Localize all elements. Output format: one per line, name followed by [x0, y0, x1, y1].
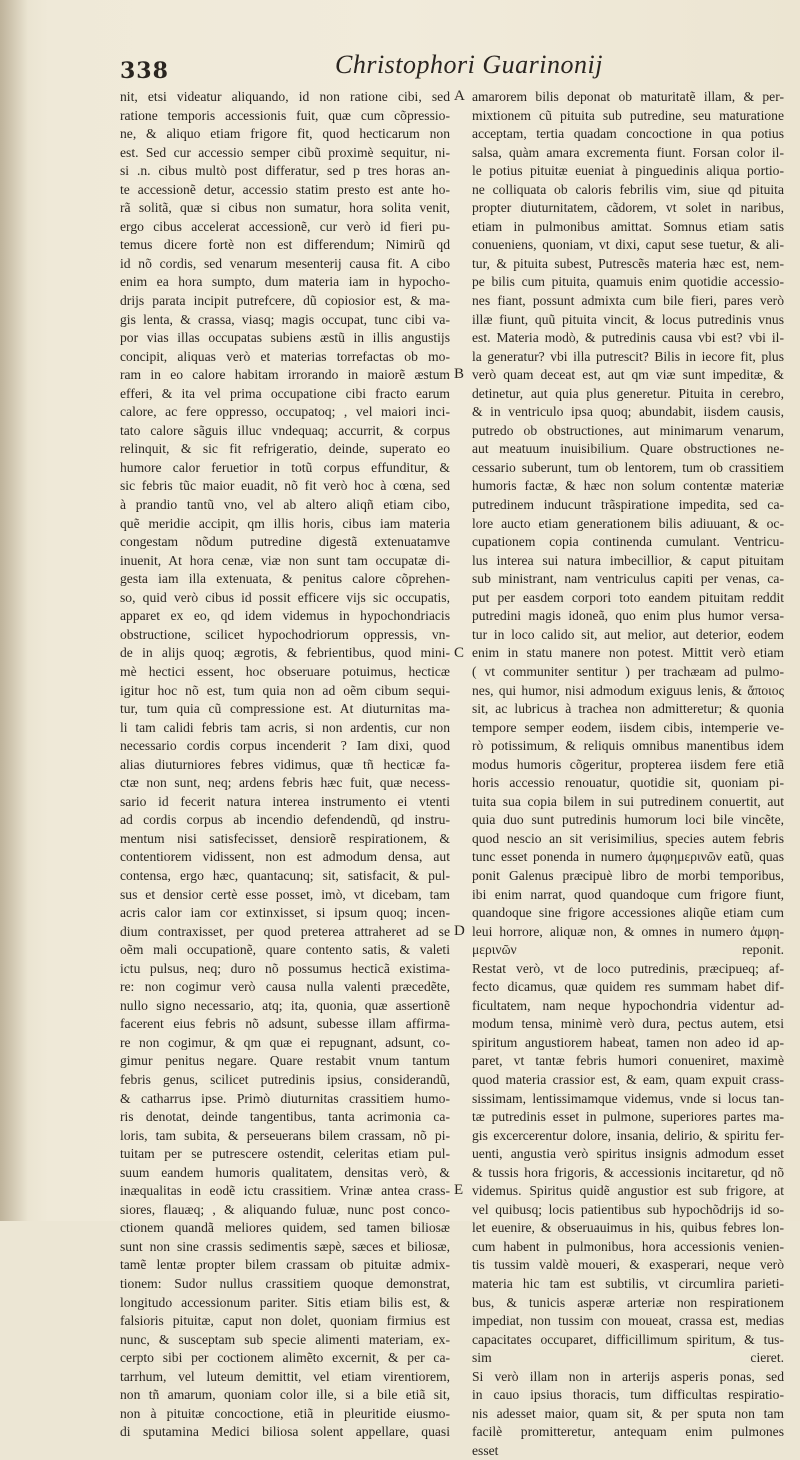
text-line: spiritum angustiorem habeat, tamen non adeo id ap-: [472, 1034, 784, 1050]
text-line: humoris factæ, & hæc non solum contentæ materiæ: [472, 478, 784, 494]
text-line: nes, qui humor, nisi admodum exiguus lenis, & ἄποιος: [472, 682, 784, 698]
text-line: Si verò illam non in arterijs asperis ponas, sed: [472, 1368, 784, 1384]
text-line: tionem: Sudor nullus crassitiem quoque demonstrat,: [120, 1276, 450, 1291]
text-line: Restat verò, vt de loco putredinis, præcipueq; af-: [472, 960, 784, 976]
page-number: 338: [120, 58, 169, 84]
text-line: rã solitã, quæ si cibus non sumatur, hora solita venit,: [120, 200, 450, 216]
text-line: nit, etsi videatur aliquando, id non ratione cibi, sed: [120, 89, 450, 104]
text-line: tamẽ lentæ propter bilem crassam ob pituitæ admix-: [120, 1257, 450, 1273]
gutter-shadow: [0, 0, 28, 1221]
text-line: etiam in pulmonibus amittat. Somnus etiam satis: [472, 218, 784, 234]
text-line: in cauo ipsius thoracis, tum difficultas respiratio-: [472, 1387, 784, 1403]
text-line: aut meatuum inuisibilium. Quare obstructiones ne-: [472, 441, 784, 457]
text-line: μερινῶν reponit.: [472, 942, 784, 958]
text-line: de in alijs quoq; ægrotis, & febrientibus, quod mini-: [120, 645, 450, 661]
text-line: concipit, aliquas verò et materias torrefactas ob mo-: [120, 348, 450, 364]
text-line: sub ministrant, nam ventriculus capiti per venas, ca-: [472, 571, 784, 587]
text-line: re: non cogimur verò causa nulla valenti præcedẽte,: [120, 979, 450, 995]
text-line: leui horrore, aliquæ non, & omnes in numero ἀμφη-: [472, 923, 784, 939]
running-head: Christophori Guarinonij: [335, 50, 603, 79]
text-line: ris denotat, deinde tangentibus, tanta acrimonia ca-: [120, 1109, 450, 1125]
text-line: falsioris pituitæ, caput non dolet, quoniam firmius est: [120, 1313, 450, 1329]
text-line: tur, tum quia cũ compressione est. At diuturnitas ma-: [120, 701, 450, 717]
text-line: li tam calidi febris tam acris, si non ardentis, cur non: [120, 719, 450, 735]
text-line: le potius pituitæ eueniat à pinguedinis aliqua portio-: [472, 163, 784, 179]
text-line: rò potissimum, & reliquis omnibus manentibus idem: [472, 738, 784, 754]
text-line: conueniens, quoniam, vt dixi, caput sese tuetur, & ali-: [472, 237, 784, 253]
text-line: cupationem copia continenda cumulant. Ventricu-: [472, 534, 784, 550]
text-line: nis adesset maior, quam sit, & per sputa non tam: [472, 1405, 784, 1421]
text-line: ram in eo calore habitam irrorando in maiorẽ æstum: [120, 367, 450, 383]
text-line: propter diuturnitatem, cãdorem, vt solet in naribus,: [472, 200, 784, 216]
text-line: sario id fecerit natura interea instrumento ei vtenti: [120, 793, 450, 809]
left-text-column: [120, 88, 450, 1440]
text-line: videmus. Spiritus quidẽ angustior est sub frigore, at: [472, 1183, 784, 1199]
text-line: longitudo accessionum pariter. Sitis etiam bilis est, &: [120, 1294, 450, 1310]
text-line: te accessionẽ detur, accessio statim presto est ante ho-: [120, 181, 450, 197]
text-line: gesta iam illa extenuata, & penitus calore cõprehen-: [120, 571, 450, 587]
text-line: uenti, angustia verò spiritus insignis admodum esset: [472, 1146, 784, 1162]
margin-section-letters: [452, 88, 472, 1213]
text-line: relinquit, & sic fit refrigeratio, deinde, superato eo: [120, 441, 450, 457]
text-line: cum habent in pulmonibus, hora accessionis venien-: [472, 1238, 784, 1254]
text-line: loris, tam subita, & perseuerans bilem crassam, nõ pi-: [120, 1127, 450, 1143]
text-line: congestam nõdum putredine digestã extenuatamve: [120, 534, 450, 550]
text-line: ficultatem, nam neque hypochondria videntur ad-: [472, 997, 784, 1013]
text-line: acris calor iam cor extinxisset, si ipsum quoq; incen-: [120, 905, 450, 921]
text-line: sissimam, lentissimamque videmus, vnde si locus tan-: [472, 1090, 784, 1106]
text-line: ad cordis corpus ab incendio defendendũ, qd instru-: [120, 812, 450, 828]
text-line: putredinem inducunt trãspiratione impedita, sed ca-: [472, 497, 784, 513]
text-line: drijs parata incipit putrefcere, dũ copiosior est, & ma-: [120, 293, 450, 309]
text-line: put per easdem corpori toto eandem pituitam reddit: [472, 589, 784, 605]
text-line: modus humoris cõgeritur, propterea iisdem fere etiã: [472, 756, 784, 772]
text-line: quod materia crassior est, & eam, quam expuit crass-: [472, 1071, 784, 1087]
text-line: suum eandem humoris qualitatem, densitas verò, &: [120, 1164, 450, 1180]
text-line: verò quam deceat est, aut qm viæ sunt impeditæ, &: [472, 367, 784, 383]
text-line: ne, & aliquo etiam frigore fit, quod hecticarum non: [120, 126, 450, 142]
text-line: la generatur? vbi illa putrescit? Bilis in iecore fit, plus: [472, 348, 784, 364]
text-line: gimur penitus negare. Quare restabit vnum tantum: [120, 1053, 450, 1069]
text-line: bus, & tunicis asperæ arteriæ non respirationem: [472, 1294, 784, 1310]
text-line: obstructione, scilicet hypochodriorum oppressis, vn-: [120, 626, 450, 642]
text-line: id nõ cordis, sed venarum mesenterij causa fit. A cibo: [120, 255, 450, 271]
text-line: pe bilis cum pituita, quamuis enim quotidie accessio-: [472, 274, 784, 290]
text-line: tuitam per se putrescere ostendit, celeritas etiam pul-: [120, 1146, 450, 1162]
text-line: lore aucto etiam generationem bilis adiuuant, & oc-: [472, 515, 784, 531]
text-line: tur in loco calido sit, aut melior, aut deterior, eodem: [472, 626, 784, 642]
text-line: facerent eius febris nõ adsunt, subesse illam affirma-: [120, 1016, 450, 1032]
text-line: lus interea sui natura imbecillior, & caput pituitam: [472, 552, 784, 568]
margin-letter: A: [454, 88, 465, 104]
text-line: cerpto sibi per coctionem alimẽto excernit, & per ca-: [120, 1350, 450, 1366]
text-line: salsa, quàm amara excrementa fiunt. Forsan color il-: [472, 144, 784, 160]
text-line: fecto dicamus, quæ quidem res summam habet dif-: [472, 979, 784, 995]
text-line: enim ea hora sumpto, dum materia iam in hypocho-: [120, 274, 450, 290]
text-line: humore calor feruetior in totũ corpus effunditur, &: [120, 459, 450, 475]
text-line: impediat, non tussim con moueat, crassa est, medias: [472, 1313, 784, 1329]
text-line: nes fiant, possunt admixta cum bile fieri, pares verò: [472, 293, 784, 309]
text-line: paret, vt tantæ febris humori conueniret, maximè: [472, 1053, 784, 1069]
text-line: alias diuturniores febres vidimus, quæ tñ hecticæ fa-: [120, 756, 450, 772]
text-line: inuenit, At hora cenæ, viæ non sunt tam occupatæ di-: [120, 552, 450, 568]
text-line: si .n. cibus multò post differatur, sed p tres horas an-: [120, 163, 450, 179]
text-line: calore, ac fere oppresso, occupatoq; , vel maiori inci-: [120, 404, 450, 420]
text-line: non tñ amarum, quoniam color ille, si a bile etiã sit,: [120, 1387, 450, 1403]
text-line: apparet ex eo, qd idem videmus in hypochondriacis: [120, 608, 450, 624]
text-line: dium contraxisset, per quod preterea attraheret ad se: [120, 923, 450, 939]
text-line: à prandio tantũ vno, vel ab altero aliqñ etiam cibo,: [120, 497, 450, 513]
text-line: ergo cibus accelerat accessionẽ, cur verò id fieri pu-: [120, 218, 450, 234]
margin-letter: C: [454, 644, 465, 661]
text-line: gis excercerentur dolore, insania, delirio, & spiritu fer-: [472, 1127, 784, 1143]
text-line: ictu pulsus, neq; duro nõ possumus hecticã existima-: [120, 960, 450, 976]
text-line: tæ putredinis esset in pulmone, superiores partes ma-: [472, 1109, 784, 1125]
text-line: tis tussim valdè moueri, & exasperari, neque verò: [472, 1257, 784, 1273]
text-line: quandoque sine frigore accessiones aliqũe etiam cum: [472, 905, 784, 921]
text-line: quia duo sunt putredinis humorum loci bile vincẽte,: [472, 812, 784, 828]
text-line: ne colliquata ob caloris febrilis vim, siue qd pituita: [472, 181, 784, 197]
text-line: acceptam, tertia quadam concoctione in qua potius: [472, 126, 784, 142]
right-text-column: [472, 88, 784, 1458]
text-line: & tussis hora frigoris, & accessionis incitaretur, qd nõ: [472, 1164, 784, 1180]
text-line: illæ fiunt, quũ pituita vincit, & locus putredinis vnus: [472, 311, 784, 327]
text-line: ctæ non sunt, neq; ardens febris hæc fuit, quæ necess-: [120, 775, 450, 791]
text-line: enim in statu manere non potest. Mittit verò etiam: [472, 645, 784, 661]
text-line: contentiorem vidissent, non est admodum densa, aut: [120, 849, 450, 865]
text-line: mè hectici essent, hoc obseruare potuimus, hecticæ: [120, 663, 450, 679]
text-line: re non cogimur, & qm quæ ei repugnant, adsunt, co-: [120, 1034, 450, 1050]
text-line: febris genus, scilicet putredinis ipsius, considerandũ,: [120, 1071, 450, 1087]
text-line: di sputamina Medici biliosa solent appellare, quasi: [120, 1424, 450, 1440]
text-line: sic febris tũc maior euadit, nõ fit verò hoc à cœna, sed: [120, 478, 450, 494]
text-line: siores, flauæq; , & aliquando fuluæ, nunc post conco-: [120, 1201, 450, 1217]
text-line: est. Materia modò, & putredinis causa vbi est? vbi il-: [472, 330, 784, 346]
text-line: nunc, & susceptam sub specie alimenti materiam, ex-: [120, 1331, 450, 1347]
margin-letter: B: [454, 366, 465, 383]
text-line: quod nescio an sit verisimilius, species autem febris: [472, 830, 784, 846]
text-line: & catharrus ipse. Primò diuturnitas crassitiem humo-: [120, 1090, 450, 1106]
text-line: quẽ meridie accipit, qm illis horis, cibus iam materia: [120, 515, 450, 531]
text-line: nullo signo necessario, atq; ita, quonia, quæ assertionẽ: [120, 997, 450, 1013]
text-line: sit, ac lubricus à trachea non admitteretur; & quonia: [472, 701, 784, 717]
margin-letter: D: [454, 922, 465, 939]
text-line: facilè promitteretur, antequam enim pulmones: [472, 1424, 784, 1440]
text-line: inæqualitas in eodẽ ictu crassitiem. Vrinæ antea crass-: [120, 1183, 450, 1199]
text-line: ratione temporis accessionis fuit, quæ cum cõpressio-: [120, 107, 450, 123]
text-line: gis lenta, & crassa, viasq; magis occupat, tunc cibi va-: [120, 311, 450, 327]
text-line: tato calore sãguis illuc vndequaq; accurrit, & corpus: [120, 422, 450, 438]
text-line: materia hic tam est subtilis, vt circumlira parieti-: [472, 1276, 784, 1291]
text-line: & in ventriculo ipsa quoq; abundabit, iisdem causis,: [472, 404, 784, 420]
text-line: mixtionem cũ pituita sub putredine, seu maturatione: [472, 107, 784, 123]
text-line: tunc esset ponenda in numero ἀμφημερινῶν eatũ, quas: [472, 849, 784, 865]
text-line: mentum nisi satisfecisset, densiorẽ respirationem, &: [120, 830, 450, 846]
text-line: ( vt communiter sentitur ) per trachæam ad pulmo-: [472, 663, 784, 679]
text-line: putredo ob obstructiones, aut minimarum venarum,: [472, 422, 784, 438]
text-line: tur, & pituita subest, Putrescẽs materia hæc est, nem-: [472, 255, 784, 271]
text-line: putredini magis idoneã, quo enim plus humor versa-: [472, 608, 784, 624]
text-line: contensa, ergo hæc, quantacunq; sit, satisfacit, & pul-: [120, 867, 450, 883]
text-line: ctionem quandã meliores quidem, sed tamen biliosæ: [120, 1220, 450, 1236]
text-line: temus dicere fortè non est differendum; Nimirũ qd: [120, 237, 450, 253]
text-line: est. Sed cur accessio semper cibũ proximè sequitur, ni-: [120, 144, 450, 160]
text-line: cessario suberunt, tum ob lentorem, tum ob crassitiem: [472, 459, 784, 475]
text-line: tempore semper eodem, iisdem cibis, intemperie ve-: [472, 719, 784, 735]
text-line: esset: [472, 1442, 499, 1458]
text-line: tuita sua copia bilem in sui putredinem conuertit, aut: [472, 793, 784, 809]
text-line: igitur hoc nõ est, tum quia non ad oẽm cibum sequi-: [120, 682, 450, 698]
text-line: ibi enim narrat, quod quandoque cum frigore fiunt,: [472, 886, 784, 902]
text-line: modum tensa, minimè verò dura, pectus autem, etsi: [472, 1016, 784, 1032]
text-line: horis accessio renouatur, quotidie sit, quoniam pi-: [472, 775, 784, 791]
text-line: vel quibusq; locis patientibus sub hypochõdrijs id so-: [472, 1201, 784, 1217]
text-line: so, quid verò cibus id possit efficere vijs sic occupatis,: [120, 589, 450, 605]
text-line: detinetur, aut quia plus generetur. Pituita in cerebro,: [472, 385, 784, 401]
text-line: oẽm mali occupationẽ, quare contento satis, & valeti: [120, 942, 450, 958]
text-line: let euenire, & obseruauimus in his, quibus febres lon-: [472, 1220, 784, 1236]
text-line: sus et densior certè esse posset, imò, vt dicebam, tam: [120, 886, 450, 902]
text-line: sunt non sine crassis sedimentis sæpè, sæces et biliosæ,: [120, 1238, 450, 1254]
text-line: efferi, & ita vel prima occupatione cibi fracto earum: [120, 385, 450, 401]
margin-letter: E: [454, 1182, 464, 1199]
page-header: [120, 50, 800, 86]
text-line: non à pituitæ concoctione, etiã in pleuritide eiusmo-: [120, 1405, 450, 1421]
text-line: tarrhum, vel luteum demittit, vel etiam virentiorem,: [120, 1368, 450, 1384]
text-line: capacitates occuparet, difficillimum spiritum, & tus-: [472, 1331, 784, 1347]
text-line: por vias illas occupatas subiens æstũ in illis angustijs: [120, 330, 450, 346]
text-line: amarorem bilis deponat ob maturitatẽ illam, & per-: [472, 89, 784, 104]
text-line: ponit Galenus præcipuè libro de morbi temporibus,: [472, 867, 784, 883]
text-line: necessario cordis corpus incenderit ? Iam dixi, quod: [120, 738, 450, 754]
text-line: sim cieret.: [472, 1350, 784, 1366]
